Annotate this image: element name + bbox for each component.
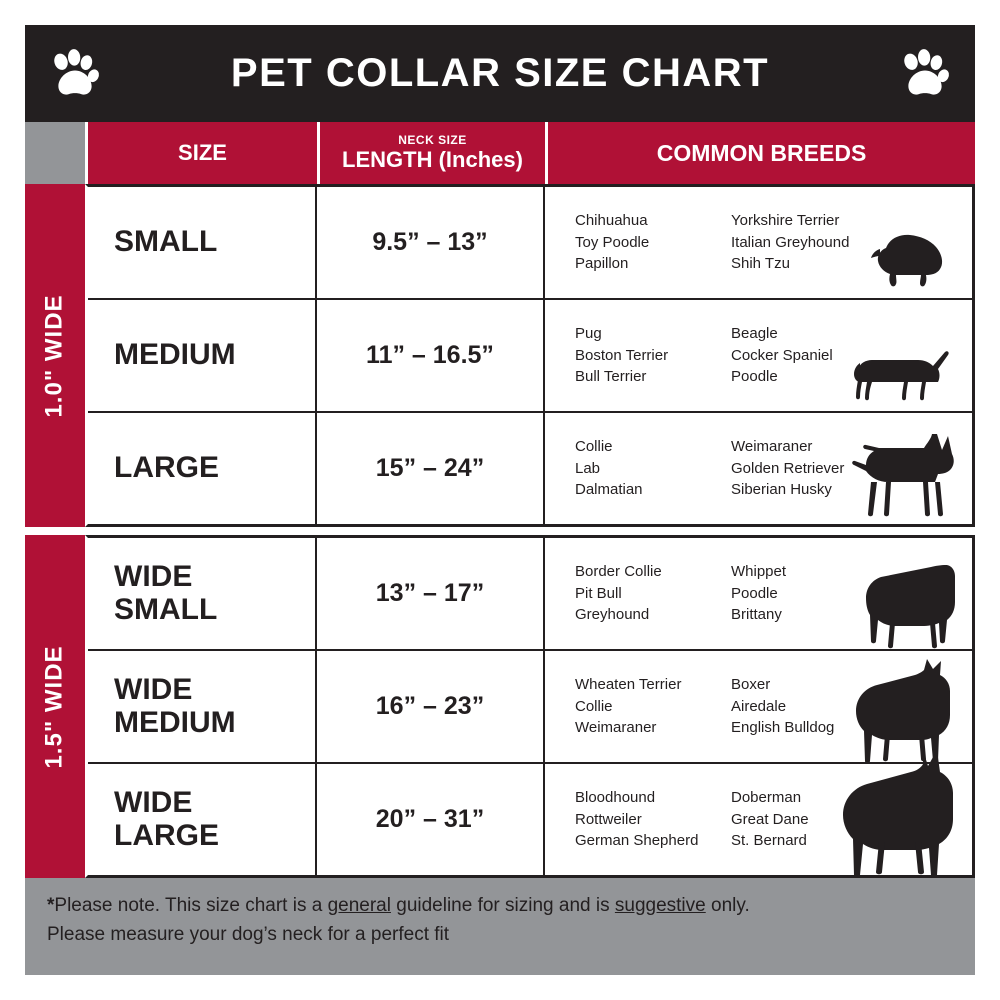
breed-item: Border Collie: [575, 562, 662, 580]
footer-text-a: Please note. This size chart is a: [54, 895, 328, 916]
breed-item: Italian Greyhound: [731, 233, 850, 251]
footer-text-suggestive: suggestive: [614, 895, 706, 916]
cell-size: MEDIUM: [88, 300, 317, 411]
footer-line-2: Please measure your dog’s neck for a perfect fit: [47, 923, 450, 945]
paw-icon: [897, 46, 953, 102]
cell-size-line2: SMALL: [114, 592, 218, 626]
column-header-length: [317, 122, 545, 184]
cell-length: 9.5” – 13”: [317, 187, 545, 298]
cell-size: [88, 538, 317, 649]
cell-length: 20” – 31”: [317, 764, 545, 875]
breed-item: Weimaraner: [575, 719, 657, 737]
cell-breeds: [545, 300, 972, 411]
shepherd-silhouette-icon: [841, 424, 966, 524]
group-label-1-0-wide: [25, 184, 85, 527]
paw-icon: [47, 46, 103, 102]
group-label-1-5-wide: [25, 535, 85, 878]
cell-size: SMALL: [88, 187, 317, 298]
breed-item: Rottweiler: [575, 810, 642, 828]
footer-text-e: only.: [705, 895, 750, 916]
cell-size: LARGE: [88, 413, 317, 524]
cell-length: 11” – 16.5”: [317, 300, 545, 411]
group-rows: [85, 535, 975, 878]
breed-item: Collie: [575, 437, 613, 455]
group-1-5-wide: [25, 527, 975, 878]
breed-item: Beagle: [731, 324, 778, 342]
breed-item: Pug: [575, 324, 602, 342]
footer-text-general: general: [327, 895, 391, 916]
column-header-length-inches: LENGTH (Inches): [342, 146, 523, 172]
cell-size: [88, 651, 317, 762]
asterisk: *: [47, 895, 55, 916]
breed-item: Great Dane: [731, 810, 809, 828]
cell-breeds: [545, 187, 972, 298]
cell-length: 13” – 17”: [317, 538, 545, 649]
table-row: [88, 298, 972, 411]
breed-item: Yorkshire Terrier: [731, 211, 840, 229]
cell-breeds: [545, 413, 972, 524]
cell-length: 16” – 23”: [317, 651, 545, 762]
table-body: [25, 184, 975, 878]
breed-item: Weimaraner: [731, 437, 813, 455]
pitbull-silhouette-icon: [841, 657, 966, 762]
breed-item: English Bulldog: [731, 719, 835, 737]
footer-note: [25, 878, 975, 975]
cell-breeds: [545, 651, 972, 762]
bulldog-silhouette-icon: [846, 557, 966, 649]
breed-item: Cocker Spaniel: [731, 346, 833, 364]
group-rows: [85, 184, 975, 527]
breed-item: Whippet: [731, 562, 787, 580]
column-header-breeds: COMMON BREEDS: [545, 122, 975, 184]
breed-item: Airedale: [731, 697, 787, 715]
dachshund-silhouette-icon: [846, 341, 966, 411]
breed-item: Boxer: [731, 675, 771, 693]
footer-line-1: [47, 892, 955, 921]
breed-item: German Shepherd: [575, 832, 699, 850]
breed-item: Toy Poodle: [575, 233, 650, 251]
footer-text-c: guideline for sizing and is: [390, 895, 615, 916]
table-row: [88, 762, 972, 875]
group-label-text: 1.5" WIDE: [41, 644, 69, 769]
cell-size-line1: WIDE: [114, 786, 193, 820]
table-row: [88, 538, 972, 649]
cell-size-line2: LARGE: [114, 818, 219, 852]
pet-collar-size-chart: [25, 25, 975, 975]
breed-item: Bloodhound: [575, 788, 656, 806]
chart-header: [25, 25, 975, 122]
breed-item: Doberman: [731, 788, 802, 806]
breed-item: St. Bernard: [731, 832, 807, 850]
breed-item: Bull Terrier: [575, 368, 647, 386]
column-header-neck-size: NECK SIZE: [398, 133, 467, 148]
breed-item: Papillon: [575, 255, 629, 273]
cell-breeds: [545, 538, 972, 649]
cell-size: [88, 764, 317, 875]
table-row: [88, 411, 972, 524]
breed-item: Boston Terrier: [575, 346, 669, 364]
breed-item: Dalmatian: [575, 481, 643, 499]
breed-item: Collie: [575, 697, 613, 715]
column-header-size: SIZE: [85, 122, 317, 184]
breed-item: Chihuahua: [575, 211, 648, 229]
cell-size-line1: WIDE: [114, 560, 193, 594]
breed-item: Greyhound: [575, 606, 650, 624]
breed-item: Poodle: [731, 368, 778, 386]
cell-size-line1: WIDE: [114, 673, 193, 707]
group-label-text: 1.0" WIDE: [41, 293, 69, 418]
breed-item: Pit Bull: [575, 584, 622, 602]
cell-length: 15” – 24”: [317, 413, 545, 524]
table-column-headers: [25, 122, 975, 184]
pomeranian-silhouette-icon: [856, 228, 966, 298]
breed-item: Shih Tzu: [731, 255, 790, 273]
page-title: PET COLLAR SIZE CHART: [230, 51, 770, 95]
breed-item: Golden Retriever: [731, 459, 845, 477]
breed-item: Lab: [575, 459, 601, 477]
breed-item: Siberian Husky: [731, 481, 832, 499]
breed-item: Brittany: [731, 606, 782, 624]
corner-cell: [25, 122, 85, 184]
table-row: [88, 649, 972, 762]
breed-item: Wheaten Terrier: [575, 675, 682, 693]
cell-size-line2: MEDIUM: [114, 705, 236, 739]
group-1-0-wide: [25, 184, 975, 527]
breed-item: Poodle: [731, 584, 778, 602]
cell-breeds: [545, 764, 972, 875]
table-row: [88, 187, 972, 298]
